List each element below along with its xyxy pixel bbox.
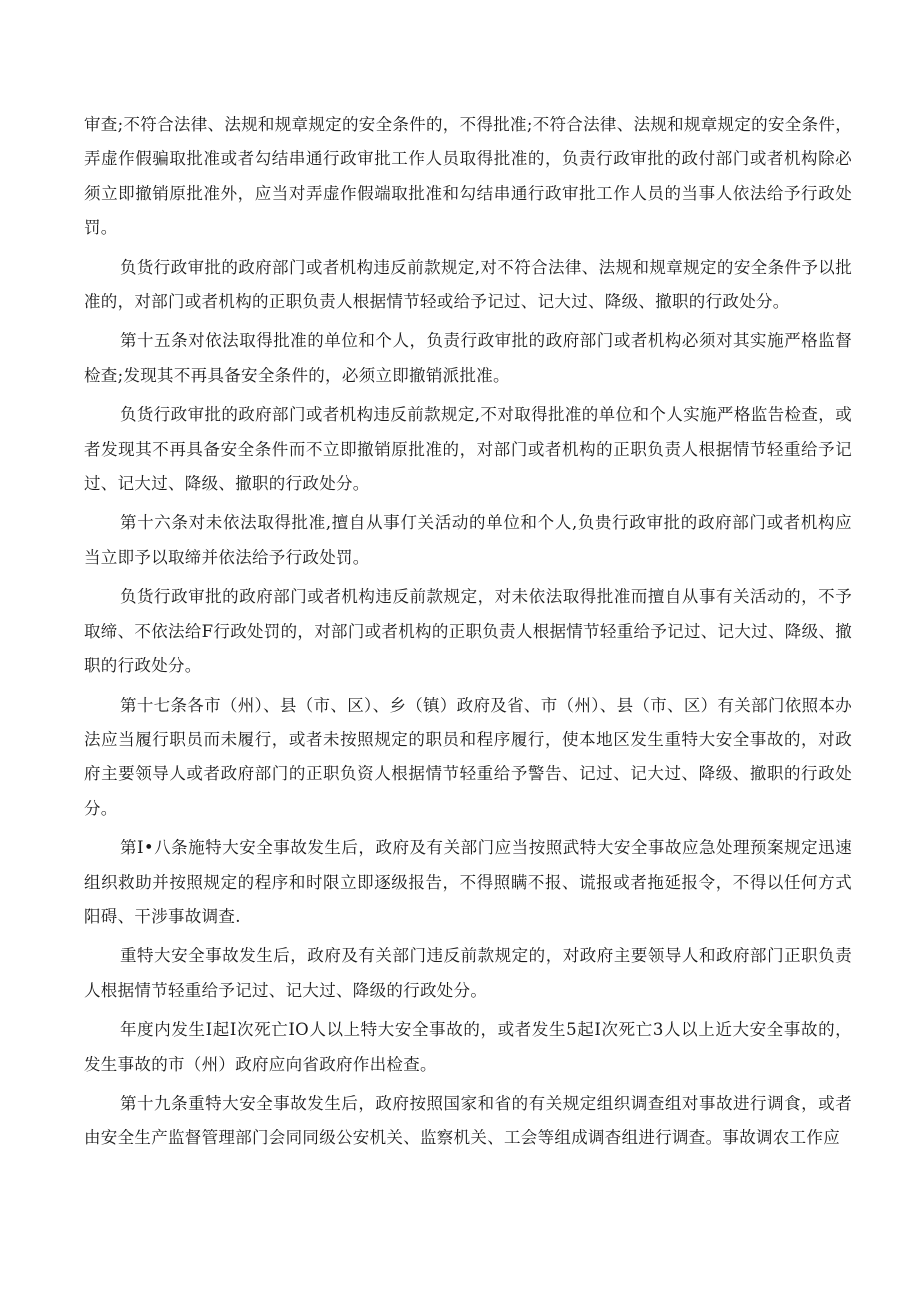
paragraph: 负货行政审批的政府部门或者机构违反前款规定,对不符合法律、法规和规章规定的安全条件予以批准的，对部门或者机构的正职负责人根据情节轻或给予记过、记大过、降级、撤职的行政处分。 [84, 257, 852, 312]
article-19-paragraph: 第十九条重特大安全事故发生后，政府按照国家和省的有关规定组织调查组对事故进行调食，或者由安全生产监督管理部门会同同级公安机关、监察机关、工会等组成调杳组进行调查。事故调农工作应 [84, 1093, 852, 1148]
article-16-paragraph: 第十六条对未依法取得批准,擅自从事仃关活动的单位和个人,负贵行政审批的政府部门或者机构应当立即予以取缔并依法给予行政处罚。 [84, 513, 852, 567]
article-18-paragraph: 第I•八条施特大安全事故发生后，政府及有关部门应当按照武特大安全事故应急处理预案规定迅速组织救助并按照规定的程序和时限立即逐级报告，不得照瞒不报、谎报或者拖延报令，不得以任何方式阳碍、干涉事故调查. [84, 838, 852, 926]
paragraph: 负货行政审批的政府部门或者机构违反前款规定，对未依法取得批准而擅自从事有关活动的，不予取缔、不依法给F行政处罚的，对部门或者机构的正职负责人根据情节轻重给予记过、记大过、降级、撤职的行政处分。 [84, 587, 852, 676]
article-15-paragraph: 第十五条对依法取得批准的单位和个人，负责行政审批的政府部门或者机构必须对其实施严格监督检查;发现其不再具备安全条件的，必须立即撤销派批准。 [84, 331, 852, 385]
document-body [84, 108, 852, 1161]
article-17-paragraph: 第十七条各市（州）、县（市、区）、乡（镇）政府及省、市（州）、县（市、区）有关部门依照本办法应当履行职员而未履行，或者未按照规定的职员和程序履行，使本地区发生重特大安全事故的，对政府主要领导人或者政府部门的正职负资人根据情节轻重给予警告、记过、记大过、降级、撤职的行政处分。 [84, 695, 852, 818]
paragraph: 重特大安全事故发生后，政府及有关部门违反前款规定的，对政府主要领导人和政府部门正职负责人根据情节轻重给予记过、记大过、降级的行政处分。 [84, 946, 852, 1000]
paragraph: 年度内发生I起I次死亡IO人以上特大安全事故的，或者发生5起I次死亡3人以上近大安全事故的，发生事故的市（州）政府应向省政府作出检查。 [84, 1020, 852, 1074]
paragraph: 审查;不符合法律、法规和规章规定的安全条件的，不得批准;不符合法律、法规和规章规定的安全条件，弄虚作假骗取批准或者勾结串通行政审批工作人员取得批准的，负责行政审批的政付部门或者机构除必须立即撤销原批准外，应当对弄虚作假端取批准和勾结串通行政审批工作人员的当事人依法给予行政处罚。 [84, 115, 852, 238]
paragraph: 负货行政审批的政府部门或者机构违反前款规定,不对取得批准的单位和个人实施严格监告检查，或者发现其不再具备安全条件而不立即撤销原批准的，对部门或者机构的正职负责人根据情节轻重给予记过、记大过、降级、撤职的行政处分。 [84, 405, 852, 494]
